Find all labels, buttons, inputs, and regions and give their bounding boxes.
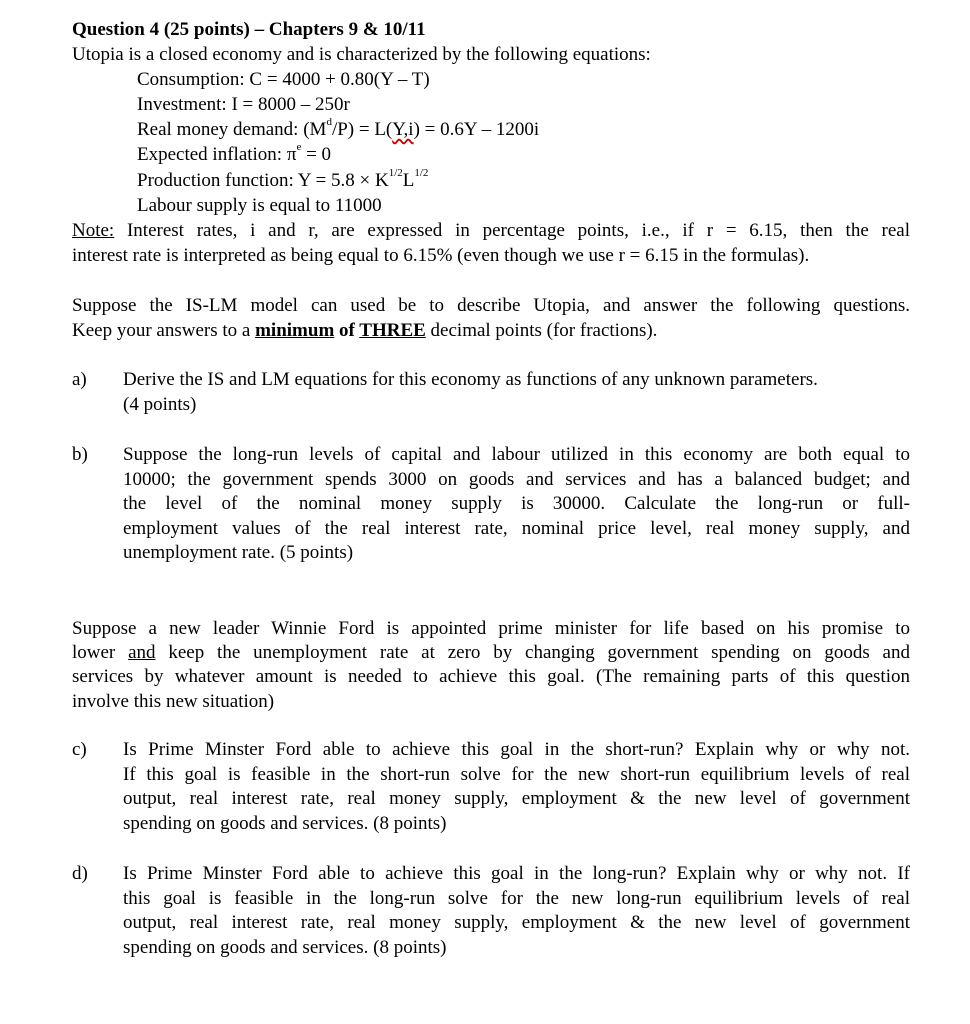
part-a-label: a): [72, 369, 87, 390]
money-demand-equation: Real money demand: $(M^d/P) = L(Y,i) = 0.6Y - 1200i$: [137, 116, 540, 140]
production-function-equation: Production function: $Y = 5.8 \times K^{1/2}L^{1/2}$: [137, 167, 429, 191]
three-emphasis: THREE: [359, 320, 426, 341]
intro-text: Utopia is a closed economy and is characterized by the following equations:: [72, 44, 651, 65]
note-line-1: Note: Interest rates, i and r, are expressed in percentage points, i.e., if r = 6.15, then the real: [72, 220, 910, 241]
investment-equation: Investment: I = 8000 – 250r: [137, 94, 350, 115]
scenario-line-3: services by whatever amount is needed to achieve this goal. (The remaining parts of this question: [72, 666, 910, 687]
instructions-line-2: Keep your answers to a minimum of THREE decimal points (for fractions).: [72, 320, 658, 341]
consumption-equation: Consumption: C = 4000 + 0.80(Y – T): [137, 69, 430, 90]
scenario-line-1: Suppose a new leader Winnie Ford is appointed prime minister for life based on his promise to: [72, 618, 910, 639]
part-d-label: d): [72, 863, 88, 884]
scenario-line-2: lower and keep the unemployment rate at zero by changing government spending on goods and: [72, 642, 910, 663]
part-b-label: b): [72, 444, 88, 465]
part-c-text: Is Prime Minster Ford able to achieve this goal in the short-run? Explain why or why not. If this goal is feasible in the short-run solve for the new short-run equilibrium levels of real output, real interest rate, real money supply, employment & the new level of government spending on goods and services. (8 points): [123, 739, 910, 834]
expected-inflation-equation: Expected inflation: $\pi^e = 0$: [137, 141, 332, 165]
note-line-2: interest rate is interpreted as being equal to 6.15% (even though we use r = 6.15 in the formulas).: [72, 245, 810, 266]
instructions-line-1: Suppose the IS-LM model can used be to describe Utopia, and answer the following questions.: [72, 295, 910, 316]
note-label: Note:: [72, 220, 115, 241]
minimum-emphasis: minimum: [255, 320, 335, 341]
and-emphasis: and: [128, 642, 156, 663]
spellcheck-underline: Y,i: [392, 119, 414, 140]
scenario-line-4: involve this new situation): [72, 691, 275, 712]
part-b-text: Suppose the long-run levels of capital and labour utilized in this economy are both equal to 10000; the government spends 3000 on goods and services and has a balanced budget; and the level of the nominal money supply is 30000. Calculate the long-run or full- employment values of the real interest rate, nominal price level, real money supply, and unemployment rate. (5 points): [123, 444, 910, 563]
labour-supply-text: Labour supply is equal to 11000: [137, 195, 382, 216]
part-d-text: Is Prime Minster Ford able to achieve this goal in the long-run? Explain why or why not. If this goal is feasible in the long-run solve for the new long-run equilibrium levels of real output, real interest rate, real money supply, employment & the new level of government spending on goods and services. (8 points): [123, 863, 910, 958]
part-a-text: Derive the IS and LM equations for this economy as functions of any unknown parameters. (4 points): [123, 369, 818, 415]
question-title: Question 4 (25 points) – Chapters 9 & 10/11: [72, 19, 426, 40]
part-c-label: c): [72, 739, 87, 760]
